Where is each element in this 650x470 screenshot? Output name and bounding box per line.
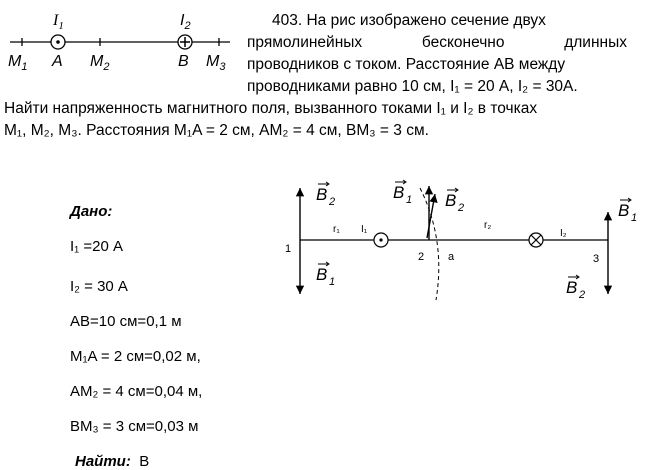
label-b1-point3 xyxy=(618,198,637,224)
label-b2-point1 xyxy=(316,182,335,208)
problem-word: прямолинейных xyxy=(247,34,363,51)
label-b2-point3 xyxy=(566,275,585,301)
svg-text:B: B xyxy=(566,278,578,297)
label-point-2: 2 xyxy=(418,251,425,263)
given-item: I₁ =20 А xyxy=(70,238,124,255)
field-diagram xyxy=(270,170,650,320)
find-label: Найти: xyxy=(75,453,131,470)
svg-text:B: B xyxy=(393,183,405,202)
svg-text:1: 1 xyxy=(631,212,638,224)
given-item: BM₃ = 3 см=0,03 м xyxy=(70,418,199,435)
given-item: AM₂ = 4 см=0,04 м, xyxy=(70,383,203,400)
svg-text:B: B xyxy=(445,191,457,210)
label-m1: $M_1$ xyxy=(8,53,28,73)
svg-text:2: 2 xyxy=(458,202,465,214)
label-m2: $M_2$ xyxy=(90,53,110,73)
label-i2-small: I₂ xyxy=(560,228,567,239)
conductor-1-dot xyxy=(379,238,382,241)
svg-text:B: B xyxy=(316,185,328,204)
problem-line-3: проводников с током. Расстояние AB между xyxy=(247,56,566,73)
problem-word: бесконечно xyxy=(421,34,505,51)
label-i2: $I_2$ xyxy=(180,12,191,32)
label-i1: $I_1$ xyxy=(53,12,64,32)
svg-text:1: 1 xyxy=(329,276,336,288)
label-i1-small: I₁ xyxy=(361,224,368,235)
problem-line-4: проводниками равно 10 см, I₁ = 20 А, I₂ = 30А. xyxy=(247,78,578,95)
given-header: Дано: xyxy=(70,203,113,220)
given-find xyxy=(75,453,149,470)
svg-text:B: B xyxy=(618,201,630,220)
problem-line-5: Найти напряженность магнитного поля, вызванного токами I₁ и I₂ в точках xyxy=(4,100,538,117)
label-b1-point1 xyxy=(316,262,335,288)
svg-text:2: 2 xyxy=(579,289,586,301)
label-r1: r₁ xyxy=(333,224,340,235)
label-r2: r₂ xyxy=(484,220,492,231)
label-point-a: a xyxy=(448,251,455,263)
problem-line-2 xyxy=(247,32,627,54)
svg-text:1: 1 xyxy=(406,194,413,206)
given-item: I₂ = 30 А xyxy=(70,278,128,295)
conductors-figure xyxy=(0,0,240,80)
problem-line-1: 403. На рис изображено сечение двух xyxy=(272,12,546,29)
problem-word: длинных xyxy=(564,34,627,51)
problem-line-6: M₁, M₂, M₃. Расстояния M₁A = 2 см, AM₂ = 4 см, BM₃ = 3 см. xyxy=(4,122,429,139)
conductor-a-dot xyxy=(56,40,60,44)
label-b: B xyxy=(178,53,189,70)
label-b2-point2 xyxy=(445,188,464,214)
label-point-1: 1 xyxy=(285,243,292,255)
given-item: M₁A = 2 см=0,02 м, xyxy=(70,348,201,365)
label-b1-point2 xyxy=(393,180,412,206)
svg-text:B: B xyxy=(316,265,328,284)
label-m3: $M_3$ xyxy=(206,53,226,73)
label-point-3: 3 xyxy=(593,253,600,265)
find-value: B xyxy=(139,453,150,470)
svg-text:2: 2 xyxy=(329,196,336,208)
given-item: AB=10 см=0,1 м xyxy=(70,313,182,330)
label-a: A xyxy=(52,53,63,70)
